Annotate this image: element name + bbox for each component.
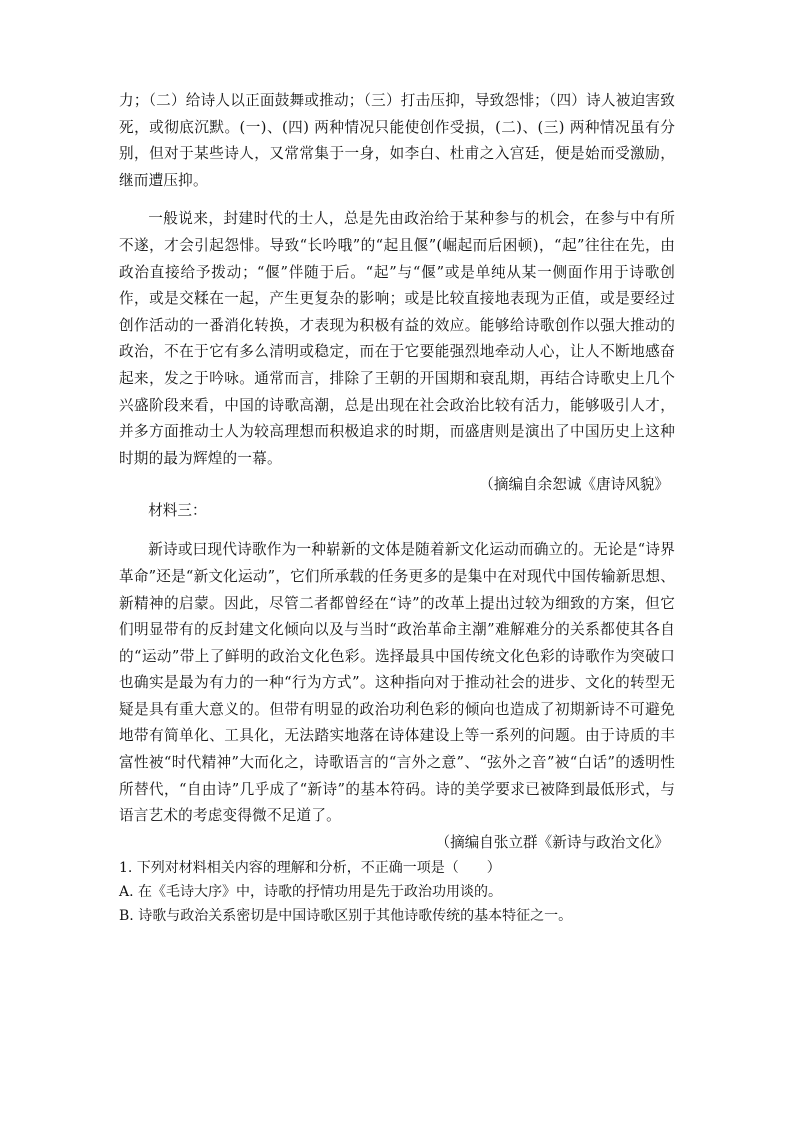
material3-paragraph: 新诗或曰现代诗歌作为一种崭新的文体是随着新文化运动而确立的。无论是“诗界革命”还是“新文化运动”，它们所承载的任务更多的是集中在对现代中国传输新思想、新精神的启蒙。因此，尽管二者都曾经在“诗”的改革上提出过较为细致的方案，但它们明显带有的反封建文化倾向以及与当时“政治革命主潮”难解难分的关系都使其各自的“运动”带上了鲜明的政治文化色彩。选择最具中国传统文化色彩的诗歌作为突破口也确实是最为有力的一种“行为方式”。这种指向对于推动社会的进步、文化的转型无疑是具有重大意义的。但带有明显的政治功利色彩的倾向也造成了初期新诗不可避免地带有简单化、工具化，无法踏实地落在诗体建设上等一系列的问题。由于诗质的丰富性被“时代精神”大而化之，诗歌语言的“言外之意”、“弦外之音”被“白话”的透明性所替代，“自由诗”几乎成了“新诗”的基本符码。诗的美学要求已被降到最低形式，与语言艺术的考虑变得微不足道了。 — [119, 541, 675, 825]
material3-source: （摘编自张立群《新诗与政治文化》 — [435, 833, 669, 851]
question1-option-a: A. 在《毛诗大序》中，诗歌的抒情功用是先于政治功用谈的。 — [119, 883, 503, 900]
question1-option-b: B. 诗歌与政治关系密切是中国诗歌区别于其他诗歌传统的基本特征之一。 — [119, 907, 573, 924]
question1-stem: 1. 下列对材料相关内容的理解和分析，不正确一项是（ ） — [119, 859, 501, 876]
material2-source: （摘编自余恕诚《唐诗风貌》 — [479, 476, 669, 494]
material2-paragraph: 一般说来，封建时代的士人，总是先由政治给于某种参与的机会，在参与中有所不遂，才会引起怨悱。导致“长吟哦”的“起且偃”(崛起而后困顿)，“起”往往在先，由政治直接给予拨动；“偃”伴随于后。“起”与“偃”或是单纯从某一侧面作用于诗歌创作，或是交糅在一起，产生更复杂的影响；或是比较直接地表现为正值，或是要经过创作活动的一番消化转换，才表现为积极有益的效应。能够给诗歌创作以强大推动的政治，不在于它有多么清明或稳定，而在于它要能强烈地牵动人心，让人不断地感奋起来，发之于吟咏。通常而言，排除了王朝的开国期和衰乱期，再结合诗歌史上几个兴盛阶段来看，中国的诗歌高潮，总是出现在社会政治比较有活力，能够吸引人才，并多方面推动士人为较高理想而积极追求的时期，而盛唐则是演出了中国历史上这种时期的最为辉煌的一幕。 — [119, 210, 675, 467]
material3-label: 材料三： — [148, 502, 207, 520]
material2-paragraph-tail: 力；（二）给诗人以正面鼓舞或推动；（三）打击压抑，导致怨悱；（四）诗人被迫害致死，或彻底沉默。(一)、(四) 两种情况只能使创作受损，(二)、(三) 两种情况虽有分别，但对于某些诗人，又常常集于一身，如李白、杜甫之入宫廷，便是始而受激励，继而遭压抑。 — [119, 92, 675, 189]
document-page — [119, 88, 675, 928]
